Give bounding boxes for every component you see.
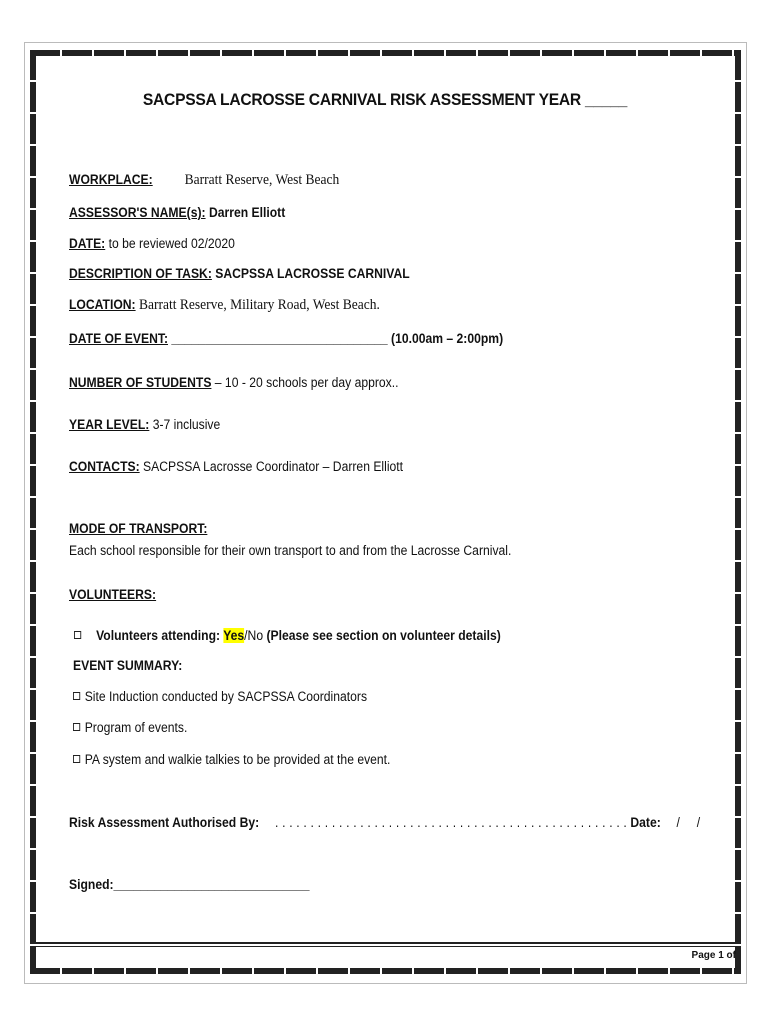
event-date-row xyxy=(69,331,503,346)
assessor-label: ASSESSOR'S NAME(s): xyxy=(69,205,206,220)
year-level-label: YEAR LEVEL: xyxy=(69,417,150,432)
year-level-value: 3-7 inclusive xyxy=(152,417,221,432)
contacts-value: SACPSSA Lacrosse Coordinator – Darren Elliott xyxy=(143,459,404,474)
contacts-label: CONTACTS: xyxy=(69,459,140,474)
event-summary-item xyxy=(73,720,187,735)
date-row xyxy=(69,236,235,251)
transport-label-row xyxy=(69,521,207,536)
volunteers-no: /No xyxy=(244,628,264,643)
volunteers-attending-label: Volunteers attending: xyxy=(96,628,224,643)
location-label: LOCATION: xyxy=(69,297,136,312)
signed-row xyxy=(69,877,310,892)
border-band-bottom xyxy=(30,968,741,974)
page-number: Page 1 of xyxy=(691,950,736,961)
task-value: SACPSSA LACROSSE CARNIVAL xyxy=(215,266,410,281)
signed-blank: _____________________________ xyxy=(113,877,310,892)
event-summary-label-row xyxy=(73,658,182,673)
signed-label: Signed: xyxy=(69,877,114,892)
footer-rule-thin xyxy=(36,946,739,947)
assessor-row xyxy=(69,205,285,220)
event-time: (10.00am – 2:00pm) xyxy=(391,331,504,346)
transport-value-row xyxy=(69,543,511,558)
workplace-value: Barratt Reserve, West Beach xyxy=(184,172,340,188)
transport-label: MODE OF TRANSPORT: xyxy=(69,521,208,536)
contacts-row xyxy=(69,459,403,474)
checkbox-icon xyxy=(74,631,81,639)
volunteers-note: (Please see section on volunteer details) xyxy=(263,628,501,643)
location-value: Barratt Reserve, Military Road, West Beach. xyxy=(138,297,380,313)
footer-rule xyxy=(36,942,739,944)
volunteers-label: VOLUNTEERS: xyxy=(69,587,157,602)
date-label: DATE: xyxy=(69,236,106,251)
authorised-dots: . . . . . . . . . . . . . . . . . . . . . . . . . . . . . . . . . . . . . . . . . . . . . . . . . . xyxy=(274,815,627,830)
year-level-row xyxy=(69,417,220,432)
event-summary-label: EVENT SUMMARY: xyxy=(73,658,183,673)
location-row xyxy=(69,297,380,314)
students-row xyxy=(69,375,399,390)
authorised-row xyxy=(69,815,700,830)
authorised-date-value: / / xyxy=(676,815,701,830)
date-value: to be reviewed 02/2020 xyxy=(108,236,235,251)
event-summary-item-text: PA system and walkie talkies to be provided at the event. xyxy=(84,752,391,767)
event-summary-item xyxy=(73,689,367,704)
event-date-label: DATE OF EVENT: xyxy=(69,331,169,346)
assessor-value: Darren Elliott xyxy=(208,205,286,220)
border-band-right xyxy=(735,50,741,974)
task-label: DESCRIPTION OF TASK: xyxy=(69,266,212,281)
page-title: SACPSSA LACROSSE CARNIVAL RISK ASSESSMENT YEAR _____ xyxy=(142,90,628,109)
volunteers-attending-row xyxy=(74,628,501,643)
workplace-row xyxy=(69,172,339,189)
event-summary-item-text: Site Induction conducted by SACPSSA Coordinators xyxy=(84,689,368,704)
transport-value: Each school responsible for their own transport to and from the Lacrosse Carnival. xyxy=(69,543,512,558)
task-row xyxy=(69,266,410,281)
event-date-blank: ________________________________ xyxy=(171,331,388,346)
authorised-date-label: Date: xyxy=(630,815,661,830)
students-label: NUMBER OF STUDENTS xyxy=(69,375,212,390)
checkbox-icon xyxy=(73,723,80,731)
volunteers-yes: Yes xyxy=(223,628,245,643)
authorised-label: Risk Assessment Authorised By: xyxy=(69,815,260,830)
event-summary-item-text: Program of events. xyxy=(84,720,188,735)
checkbox-icon xyxy=(73,755,80,763)
volunteers-label-row xyxy=(69,587,156,602)
workplace-label: WORKPLACE: xyxy=(69,172,153,187)
students-value: – 10 - 20 schools per day approx.. xyxy=(211,375,399,390)
checkbox-icon xyxy=(73,692,80,700)
border-band-top xyxy=(30,50,741,56)
border-band-left xyxy=(30,50,36,974)
event-summary-item xyxy=(73,752,390,767)
